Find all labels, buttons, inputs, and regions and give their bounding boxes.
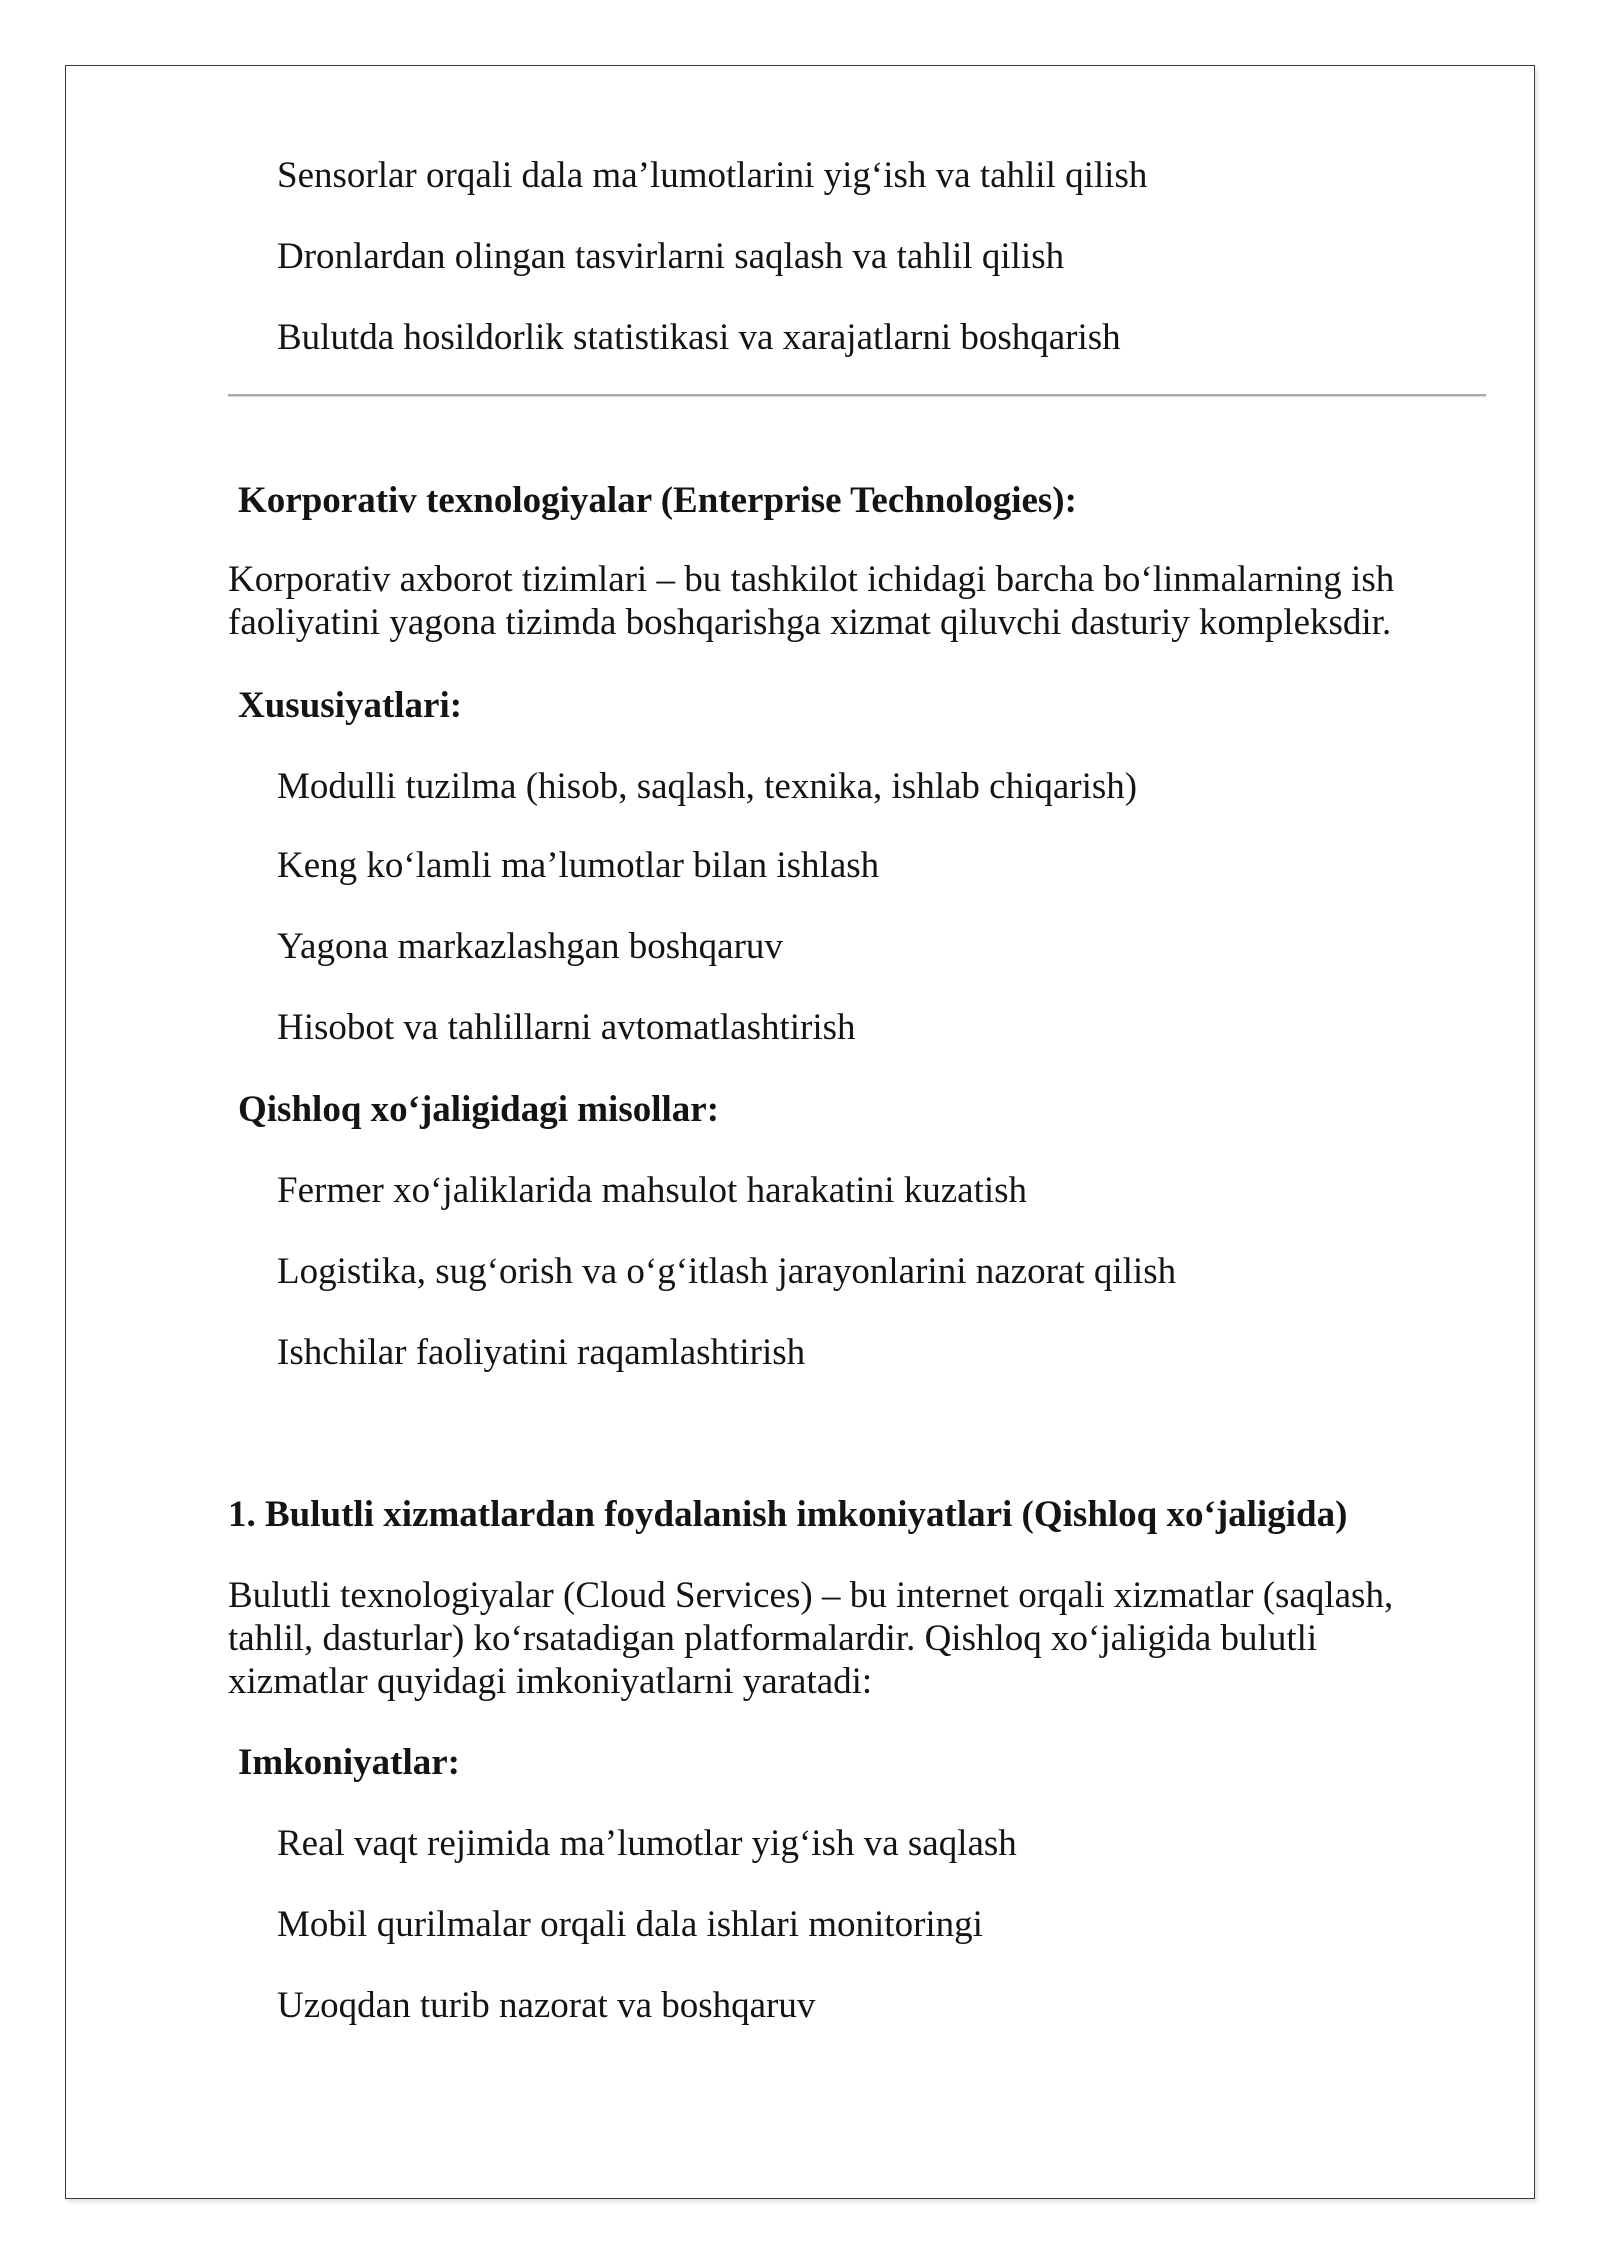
list-item: Yagona markazlashgan boshqaruv [277, 926, 783, 967]
subsection-heading: Qishloq xo‘jaligidagi misollar: [238, 1089, 720, 1130]
list-item: Bulutda hosildorlik statistikasi va xarajatlarni boshqarish [277, 317, 1121, 358]
page-border [65, 65, 1535, 2199]
list-item: Real vaqt rejimida ma’lumotlar yig‘ish va saqlash [277, 1823, 1017, 1864]
section-heading: 1. Bulutli xizmatlardan foydalanish imkoniyatlari (Qishloq xo‘jaligida) [228, 1494, 1348, 1535]
list-item: Logistika, sug‘orish va o‘g‘itlash jarayonlarini nazorat qilish [277, 1251, 1177, 1292]
list-item: Dronlardan olingan tasvirlarni saqlash va tahlil qilish [277, 236, 1065, 277]
paragraph: Korporativ axborot tizimlari – bu tashkilot ichidagi barcha bo‘linmalarning ish faoliyatini yagona tizimda boshqarishga xizmat qiluvchi dasturiy kompleksdir. [228, 559, 1395, 643]
horizontal-rule [228, 394, 1486, 397]
list-item: Hisobot va tahlillarni avtomatlashtirish [277, 1007, 856, 1048]
list-item: Ishchilar faoliyatini raqamlashtirish [277, 1332, 806, 1373]
list-item: Keng ko‘lamli ma’lumotlar bilan ishlash [277, 845, 880, 886]
list-item: Fermer xo‘jaliklarida mahsulot harakatini kuzatish [277, 1170, 1028, 1211]
subsection-heading: Imkoniyatlar: [238, 1742, 460, 1783]
list-item: Sensorlar orqali dala ma’lumotlarini yig‘ish va tahlil qilish [277, 155, 1148, 196]
list-item: Modulli tuzilma (hisob, saqlash, texnika, ishlab chiqarish) [277, 766, 1138, 807]
section-heading: Korporativ texnologiyalar (Enterprise Technologies): [238, 480, 1077, 521]
paragraph: Bulutli texnologiyalar (Cloud Services) – bu internet orqali xizmatlar (saqlash, tahlil, dasturlar) ko‘rsatadigan platformalardir. Qishloq xo‘jaligida bulutli xizmatlar quyidagi imkoniyatlarni yaratadi: [228, 1575, 1394, 1702]
subsection-heading: Xususiyatlari: [238, 685, 463, 726]
list-item: Mobil qurilmalar orqali dala ishlari monitoringi [277, 1904, 983, 1945]
list-item: Uzoqdan turib nazorat va boshqaruv [277, 1985, 816, 2026]
